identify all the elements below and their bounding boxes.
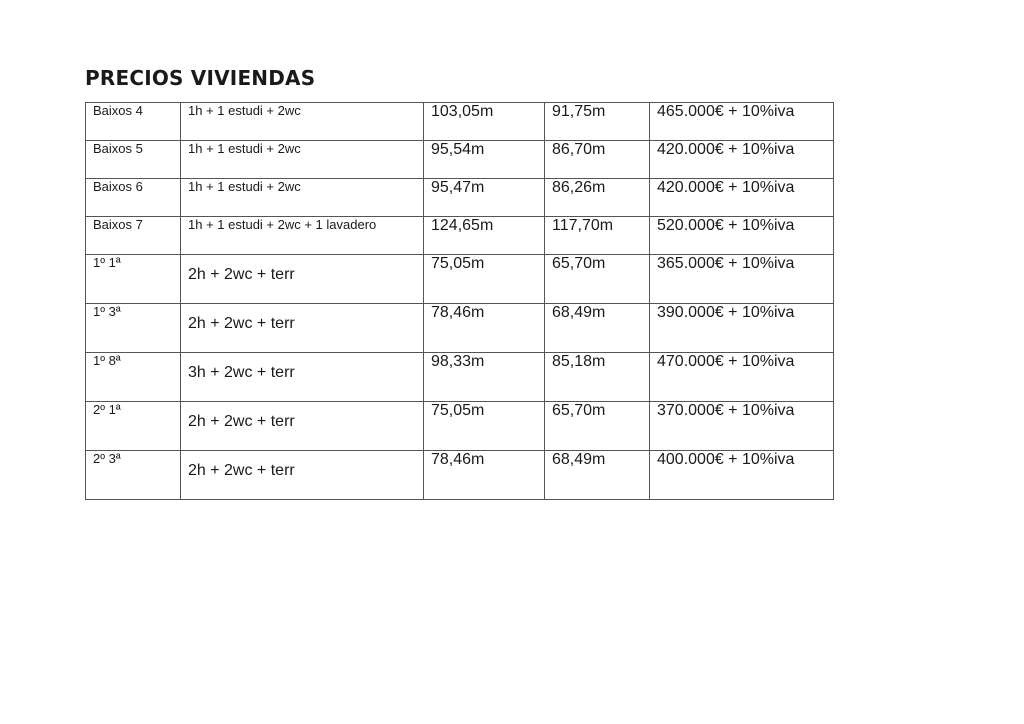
- price-cell: 390.000€ + 10%iva: [650, 304, 834, 353]
- unit-cell: Baixos 7: [86, 217, 181, 255]
- price-cell: 370.000€ + 10%iva: [650, 402, 834, 451]
- table-row: [86, 451, 834, 500]
- table-row: [86, 353, 834, 402]
- unit-cell: 1º 1ª: [86, 255, 181, 304]
- page-title: PRECIOS VIVIENDAS: [85, 66, 316, 90]
- area-1-cell: 75,05m: [424, 255, 545, 304]
- price-cell: 400.000€ + 10%iva: [650, 451, 834, 500]
- area-2-cell: 65,70m: [545, 255, 650, 304]
- area-2-cell: 68,49m: [545, 304, 650, 353]
- unit-cell: 2º 3ª: [86, 451, 181, 500]
- unit-cell: Baixos 4: [86, 103, 181, 141]
- table-row: [86, 179, 834, 217]
- distribution-cell: 2h + 2wc + terr: [181, 402, 424, 451]
- unit-cell: Baixos 6: [86, 179, 181, 217]
- table-row: [86, 255, 834, 304]
- price-cell: 365.000€ + 10%iva: [650, 255, 834, 304]
- area-2-cell: 91,75m: [545, 103, 650, 141]
- area-2-cell: 86,70m: [545, 141, 650, 179]
- distribution-cell: 2h + 2wc + terr: [181, 255, 424, 304]
- area-2-cell: 65,70m: [545, 402, 650, 451]
- table-row: [86, 304, 834, 353]
- unit-cell: 1º 8ª: [86, 353, 181, 402]
- area-1-cell: 95,47m: [424, 179, 545, 217]
- table-row: [86, 141, 834, 179]
- price-cell: 465.000€ + 10%iva: [650, 103, 834, 141]
- area-1-cell: 78,46m: [424, 304, 545, 353]
- area-1-cell: 78,46m: [424, 451, 545, 500]
- area-2-cell: 117,70m: [545, 217, 650, 255]
- area-1-cell: 103,05m: [424, 103, 545, 141]
- distribution-cell: 1h + 1 estudi + 2wc: [181, 141, 424, 179]
- area-2-cell: 85,18m: [545, 353, 650, 402]
- table-row: [86, 103, 834, 141]
- unit-cell: 1º 3ª: [86, 304, 181, 353]
- area-1-cell: 98,33m: [424, 353, 545, 402]
- price-cell: 420.000€ + 10%iva: [650, 141, 834, 179]
- distribution-cell: 1h + 1 estudi + 2wc: [181, 179, 424, 217]
- price-table: [85, 102, 834, 500]
- area-1-cell: 124,65m: [424, 217, 545, 255]
- table-row: [86, 402, 834, 451]
- price-cell: 520.000€ + 10%iva: [650, 217, 834, 255]
- area-2-cell: 86,26m: [545, 179, 650, 217]
- distribution-cell: 2h + 2wc + terr: [181, 304, 424, 353]
- distribution-cell: 1h + 1 estudi + 2wc: [181, 103, 424, 141]
- area-2-cell: 68,49m: [545, 451, 650, 500]
- distribution-cell: 2h + 2wc + terr: [181, 451, 424, 500]
- unit-cell: 2º 1ª: [86, 402, 181, 451]
- unit-cell: Baixos 5: [86, 141, 181, 179]
- area-1-cell: 95,54m: [424, 141, 545, 179]
- distribution-cell: 3h + 2wc + terr: [181, 353, 424, 402]
- distribution-cell: 1h + 1 estudi + 2wc + 1 lavadero: [181, 217, 424, 255]
- price-cell: 470.000€ + 10%iva: [650, 353, 834, 402]
- area-1-cell: 75,05m: [424, 402, 545, 451]
- table-row: [86, 217, 834, 255]
- price-cell: 420.000€ + 10%iva: [650, 179, 834, 217]
